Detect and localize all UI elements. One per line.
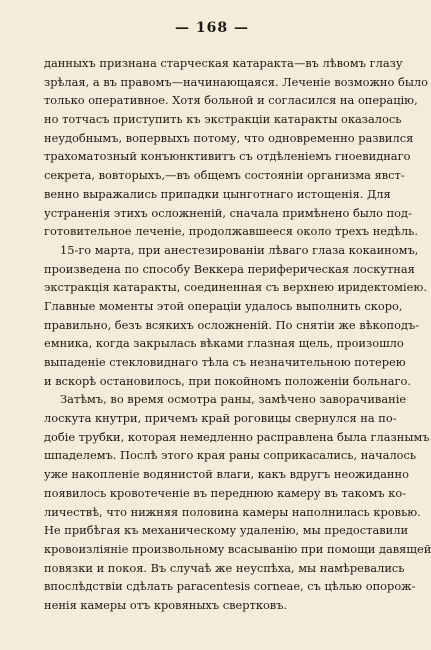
text-line: зрѣлая, а въ правомъ—начинающаяся. Леченіе возможно было [44,74,429,89]
text-line: и вскорѣ остановилось, при покойномъ положеніи больнаго. [44,373,411,388]
text-line: Затѣмъ, во время осмотра раны, замѣчено заворачиваніе [60,392,407,407]
text-line: личествѣ, что нижняя половина камеры наполнилась кровью. [44,504,421,519]
text-line: правильно, безъ всякихъ осложненій. По снятіи же вѣкоподъ- [44,317,420,332]
text-line: шпаделемъ. Послѣ этого края раны соприкасались, началось [44,448,417,463]
text-line: но тотчасъ приступить къ экстракціи катаракты оказалось [44,112,402,127]
page-number-header: — 168 — [175,20,249,36]
text-line: Главные моменты этой операціи удалось выполнить скоро, [44,298,403,313]
text-line: ненія камеры отъ кровяныхъ свертковъ. [44,597,288,612]
text-line: трахоматозный конъюнктивитъ съ отдѣленіемъ гноевиднаго [44,149,411,164]
text-line: готовительное леченіе, продолжавшееся около трехъ недѣль. [44,224,418,239]
text-line: уже накопленіе водянистой влаги, какъ вдругъ неожиданно [44,467,409,482]
text-line: секрета, вовторыхъ,—въ общемъ состояніи организма явст- [44,168,405,183]
text-line: венно выражались припадки цынготнаго истощенія. Для [44,186,391,201]
text-line: устраненія этихъ осложненій, сначала примѣнено было под- [44,205,412,220]
text-line: только оперативное. Хотя больной и согласился на операцію, [44,93,418,108]
body-text [44,54,431,615]
text-line: выпаденіе стекловиднаго тѣла съ незначительною потерею [44,355,406,369]
text-line: лоскута кнутри, причемъ край роговицы свернулся на по- [44,411,397,426]
text-line: появилось кровотеченіе въ переднюю камеру въ такомъ ко- [44,485,407,500]
text-line: экстракція катаракты, соединенная съ верхнею иридектоміею. [44,280,427,295]
text-line: 15-го марта, при анестезированіи лѣваго глаза кокаиномъ, [60,242,419,257]
text-line: неудобнымъ, вопервыхъ потому, что одновременно развился [44,130,414,145]
text-line: емника, когда закрылась вѣками глазная щель, произошло [44,336,404,351]
text-line: добіе трубки, которая немедленно расправлена была глазнымъ [44,429,430,444]
text-line: произведена по способу Веккера периферическая лоскутная [44,261,415,276]
text-line: повязки и покоя. Въ случаѣ же неуспѣха, мы намѣревались [44,560,405,575]
text-line: данныхъ признана старческая катаракта—въ лѣвомъ глазу [44,56,403,70]
text-line: Не прибѣгая къ механическому удаленію, мы предоставили [44,523,409,538]
text-line: кровоизліяніе произвольному всасыванію при помощи давящей [44,541,431,556]
text-line: впослѣдствіи сдѣлать paracentesis corneae, съ цѣлью опорож- [44,579,416,594]
